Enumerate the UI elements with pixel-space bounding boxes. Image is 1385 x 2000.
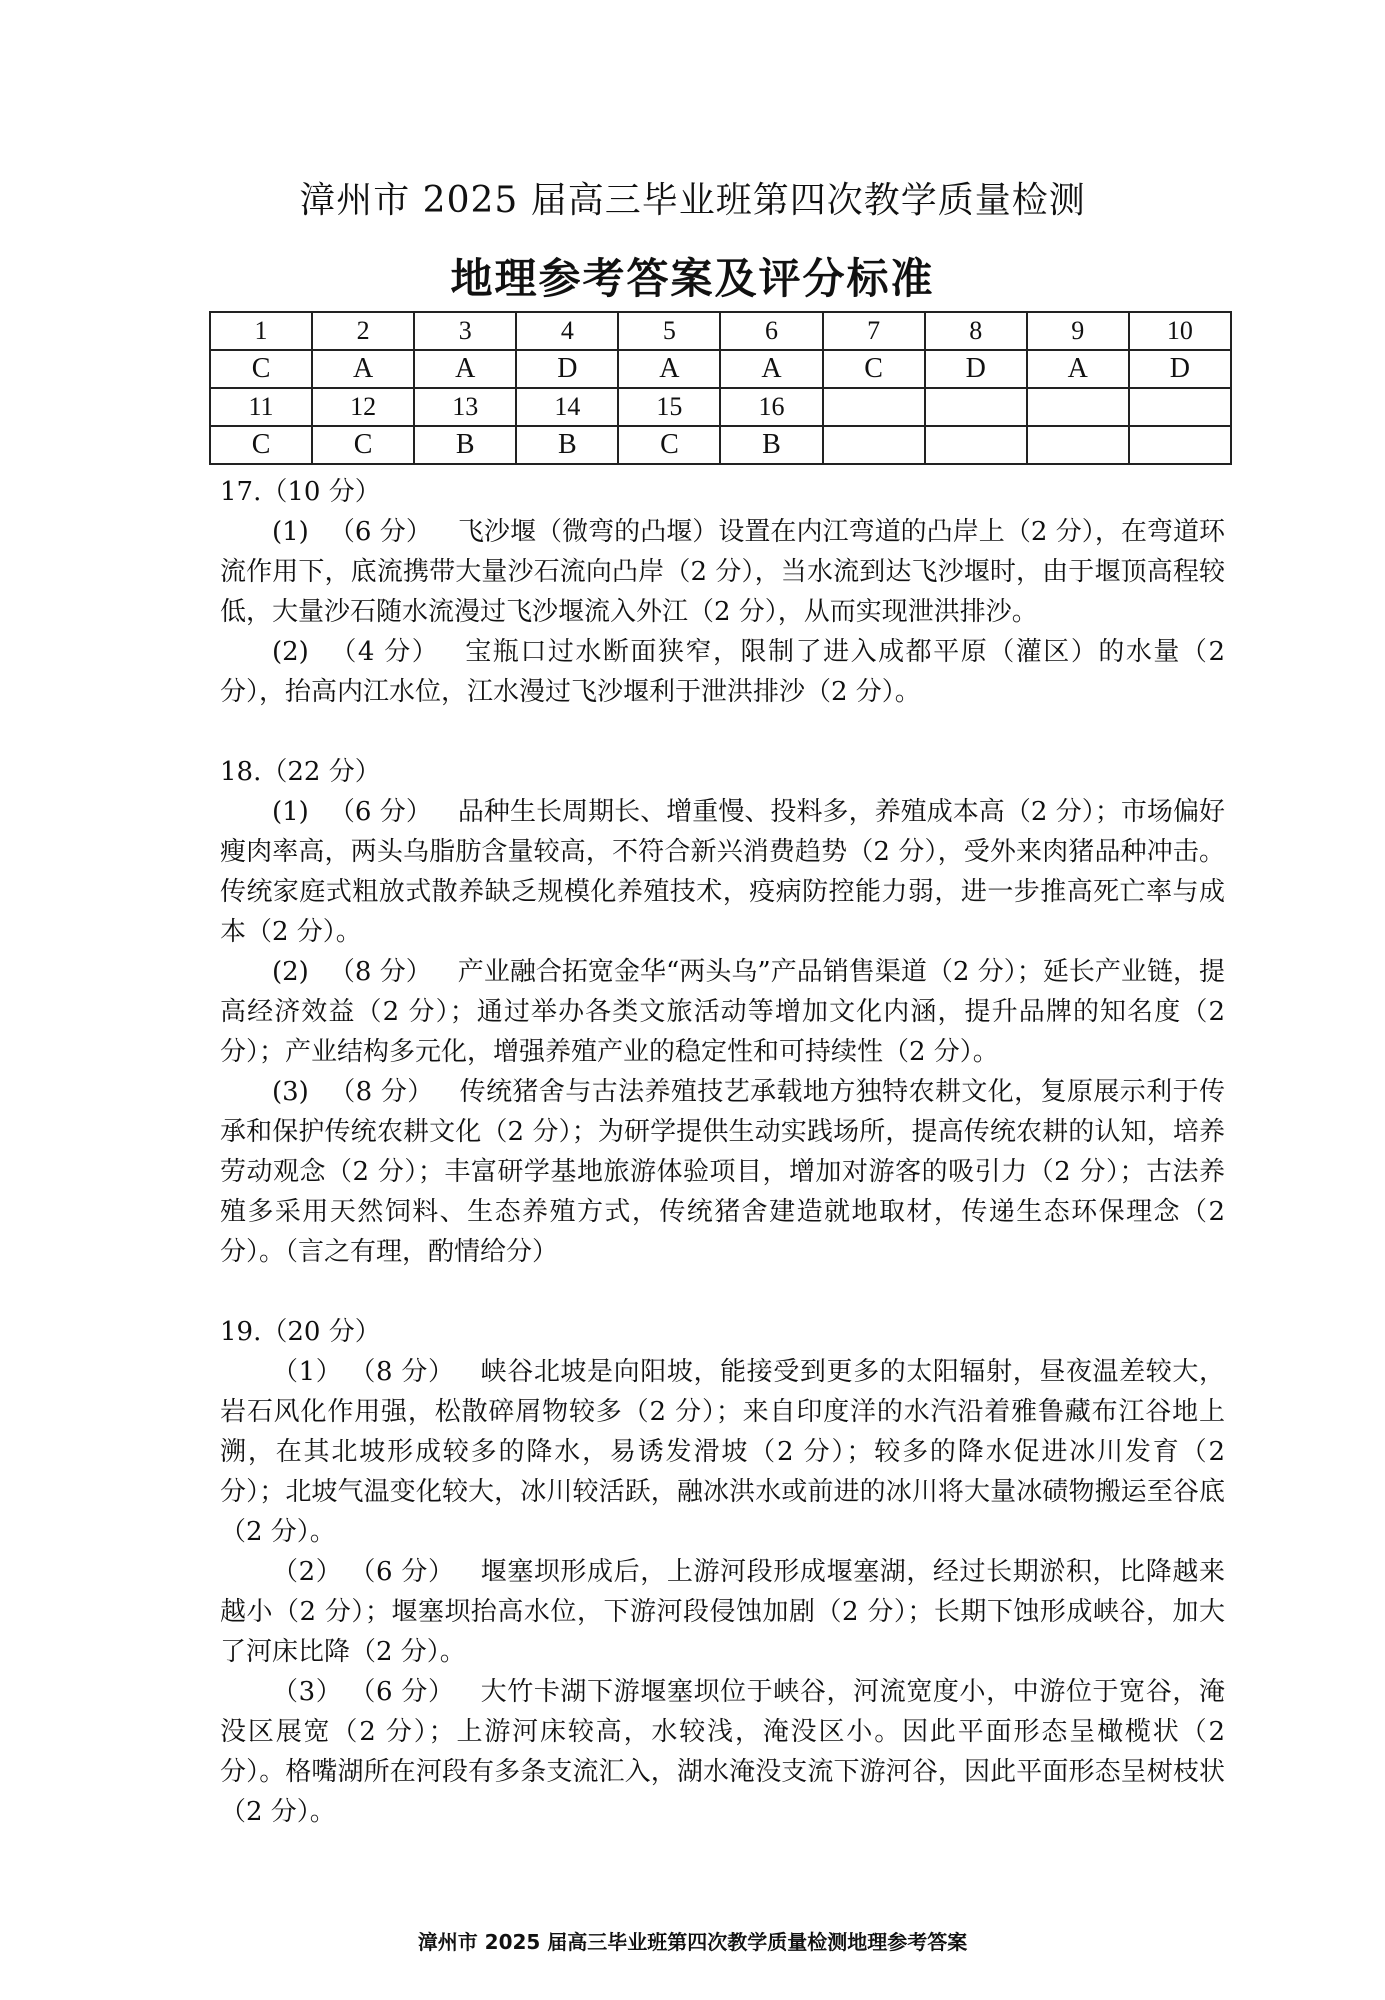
question-number-cell: 10: [1129, 312, 1231, 350]
answer-table-row: [210, 312, 1231, 350]
page-subtitle: 地理参考答案及评分标准: [450, 254, 935, 303]
question-number-cell: 4: [516, 312, 618, 350]
answer-table-row: [210, 426, 1231, 464]
part-label: (2): [272, 957, 309, 987]
answer-table-row: [210, 388, 1231, 426]
question-number-cell: 3: [414, 312, 516, 350]
question-number-cell: 8: [925, 312, 1027, 350]
part-text: 品种生长周期长、增重慢、投料多，养殖成本高（2 分）；市场偏好瘦肉率高，两头乌脂肪含量较高，不符合新兴消费趋势（2 分），受外来肉猪品种冲击。传统家庭式粗放式散养缺乏规模化养殖技术，疫病防控能力弱，进一步推高死亡率与成本（2 分）。: [220, 797, 1226, 947]
question-number-cell: 6: [720, 312, 822, 350]
question-number-cell: 15: [618, 388, 720, 426]
page-footer: 漳州市 2025 届高三毕业班第四次教学质量检测地理参考答案: [417, 1930, 968, 1954]
part-text: 堰塞坝形成后，上游河段形成堰塞湖，经过长期淤积，比降越来越小（2 分）；堰塞坝抬高水位，下游河段侵蚀加剧（2 分）；长期下蚀形成峡谷，加大了河床比降（2 分）。: [220, 1557, 1225, 1667]
question-number-cell: 14: [516, 388, 618, 426]
answer-paragraph: [220, 512, 1225, 632]
answer-table-row: [210, 350, 1231, 388]
empty-cell: [823, 388, 925, 426]
answer-paragraph: [220, 792, 1225, 952]
part-marks: （8 分）: [362, 1357, 455, 1387]
question-17-section: [220, 472, 1225, 712]
answer-paragraph: [220, 952, 1225, 1072]
answer-content: [220, 472, 1225, 1832]
part-label: (1): [272, 797, 309, 827]
part-marks: （4 分）: [328, 637, 440, 667]
part-text: 产业融合拓宽金华“两头乌”产品销售渠道（2 分）；延长产业链，提高经济效益（2 分）；通过举办各类文旅活动等增加文化内涵，提升品牌的知名度（2 分）；产业结构多元化，增强养殖产业的稳定性和可持续性（2 分）。: [220, 957, 1225, 1067]
question-number-cell: 16: [720, 388, 822, 426]
question-number-cell: 1: [210, 312, 312, 350]
empty-cell: [1129, 426, 1231, 464]
empty-cell: [823, 426, 925, 464]
part-label: (2): [272, 637, 309, 667]
question-number-cell: 7: [823, 312, 925, 350]
part-text: 大竹卡湖下游堰塞坝位于峡谷，河流宽度小，中游位于宽谷，淹没区展宽（2 分）；上游河床较高，水较浅，淹没区小。因此平面形态呈橄榄状（2 分）。格嘴湖所在河段有多条支流汇入，湖水淹没支流下游河谷，因此平面形态呈树枝状（2 分）。: [220, 1677, 1225, 1827]
answer-cell: A: [312, 350, 414, 388]
answer-paragraph: [220, 632, 1225, 712]
part-text: 峡谷北坡是向阳坡，能接受到更多的太阳辐射，昼夜温差较大，岩石风化作用强，松散碎屑物较多（2 分）；来自印度洋的水汽沿着雅鲁藏布江谷地上溯，在其北坡形成较多的降水，易诱发滑坡（2 分）；较多的降水促进冰川发育（2 分）；北坡气温变化较大，冰川较活跃，融冰洪水或前进的冰川将大量冰碛物搬运至谷底（2 分）。: [220, 1357, 1225, 1547]
part-marks: （6 分）: [362, 1677, 455, 1707]
answer-cell: D: [1129, 350, 1231, 388]
answer-key-table: [209, 311, 1232, 465]
part-marks: （6 分）: [328, 797, 432, 827]
empty-cell: [1027, 426, 1129, 464]
part-label: (3): [272, 1077, 309, 1107]
part-label: (1): [272, 517, 309, 547]
question-heading: 19.（20 分）: [220, 1317, 381, 1347]
part-text: 宝瓶口过水断面狭窄，限制了进入成都平原（灌区）的水量（2 分），抬高内江水位，江水漫过飞沙堰利于泄洪排沙（2 分）。: [220, 637, 1225, 707]
part-label: （1）: [272, 1357, 343, 1387]
page-title: 漳州市 2025 届高三毕业班第四次教学质量检测: [299, 180, 1086, 221]
answer-paragraph: [220, 1352, 1225, 1552]
answer-cell: B: [516, 426, 618, 464]
question-heading: 17.（10 分）: [220, 477, 381, 507]
answer-cell: A: [618, 350, 720, 388]
answer-cell: A: [1027, 350, 1129, 388]
question-number-cell: 11: [210, 388, 312, 426]
answer-cell: C: [210, 350, 312, 388]
part-marks: （6 分）: [328, 517, 432, 547]
question-number-cell: 13: [414, 388, 516, 426]
question-heading: 18.（22 分）: [220, 757, 381, 787]
question-number-cell: 12: [312, 388, 414, 426]
part-text: 传统猪舍与古法养殖技艺承载地方独特农耕文化，复原展示利于传承和保护传统农耕文化（2 分）；为研学提供生动实践场所，提高传统农耕的认知，培养劳动观念（2 分）；丰富研学基地旅游体验项目，增加对游客的吸引力（2 分）；古法养殖多采用天然饲料、生态养殖方式，传统猪舍建造就地取材，传递生态环保理念（2 分）。（言之有理，酌情给分）: [220, 1077, 1225, 1267]
answer-paragraph: [220, 1672, 1225, 1832]
question-number-cell: 9: [1027, 312, 1129, 350]
answer-cell: D: [516, 350, 618, 388]
answer-cell: B: [414, 426, 516, 464]
question-number-cell: 5: [618, 312, 720, 350]
answer-cell: C: [210, 426, 312, 464]
answer-cell: B: [720, 426, 822, 464]
part-marks: （8 分）: [328, 1077, 434, 1107]
answer-cell: C: [823, 350, 925, 388]
question-number-cell: 2: [312, 312, 414, 350]
answer-cell: A: [720, 350, 822, 388]
answer-paragraph: [220, 1552, 1225, 1672]
empty-cell: [925, 426, 1027, 464]
part-label: （2）: [272, 1557, 343, 1587]
answer-cell: C: [312, 426, 414, 464]
answer-cell: D: [925, 350, 1027, 388]
empty-cell: [925, 388, 1027, 426]
answer-cell: C: [618, 426, 720, 464]
answer-cell: A: [414, 350, 516, 388]
empty-cell: [1129, 388, 1231, 426]
empty-cell: [1027, 388, 1129, 426]
part-label: （3）: [272, 1677, 343, 1707]
part-text: 飞沙堰（微弯的凸堰）设置在内江弯道的凸岸上（2 分），在弯道环流作用下，底流携带大量沙石流向凸岸（2 分），当水流到达飞沙堰时，由于堰顶高程较低，大量沙石随水流漫过飞沙堰流入外江（2 分），从而实现泄洪排沙。: [220, 517, 1226, 627]
question-19-section: [220, 1312, 1225, 1832]
part-marks: （8 分）: [328, 957, 432, 987]
answer-paragraph: [220, 1072, 1225, 1272]
question-18-section: [220, 752, 1225, 1272]
part-marks: （6 分）: [362, 1557, 455, 1587]
